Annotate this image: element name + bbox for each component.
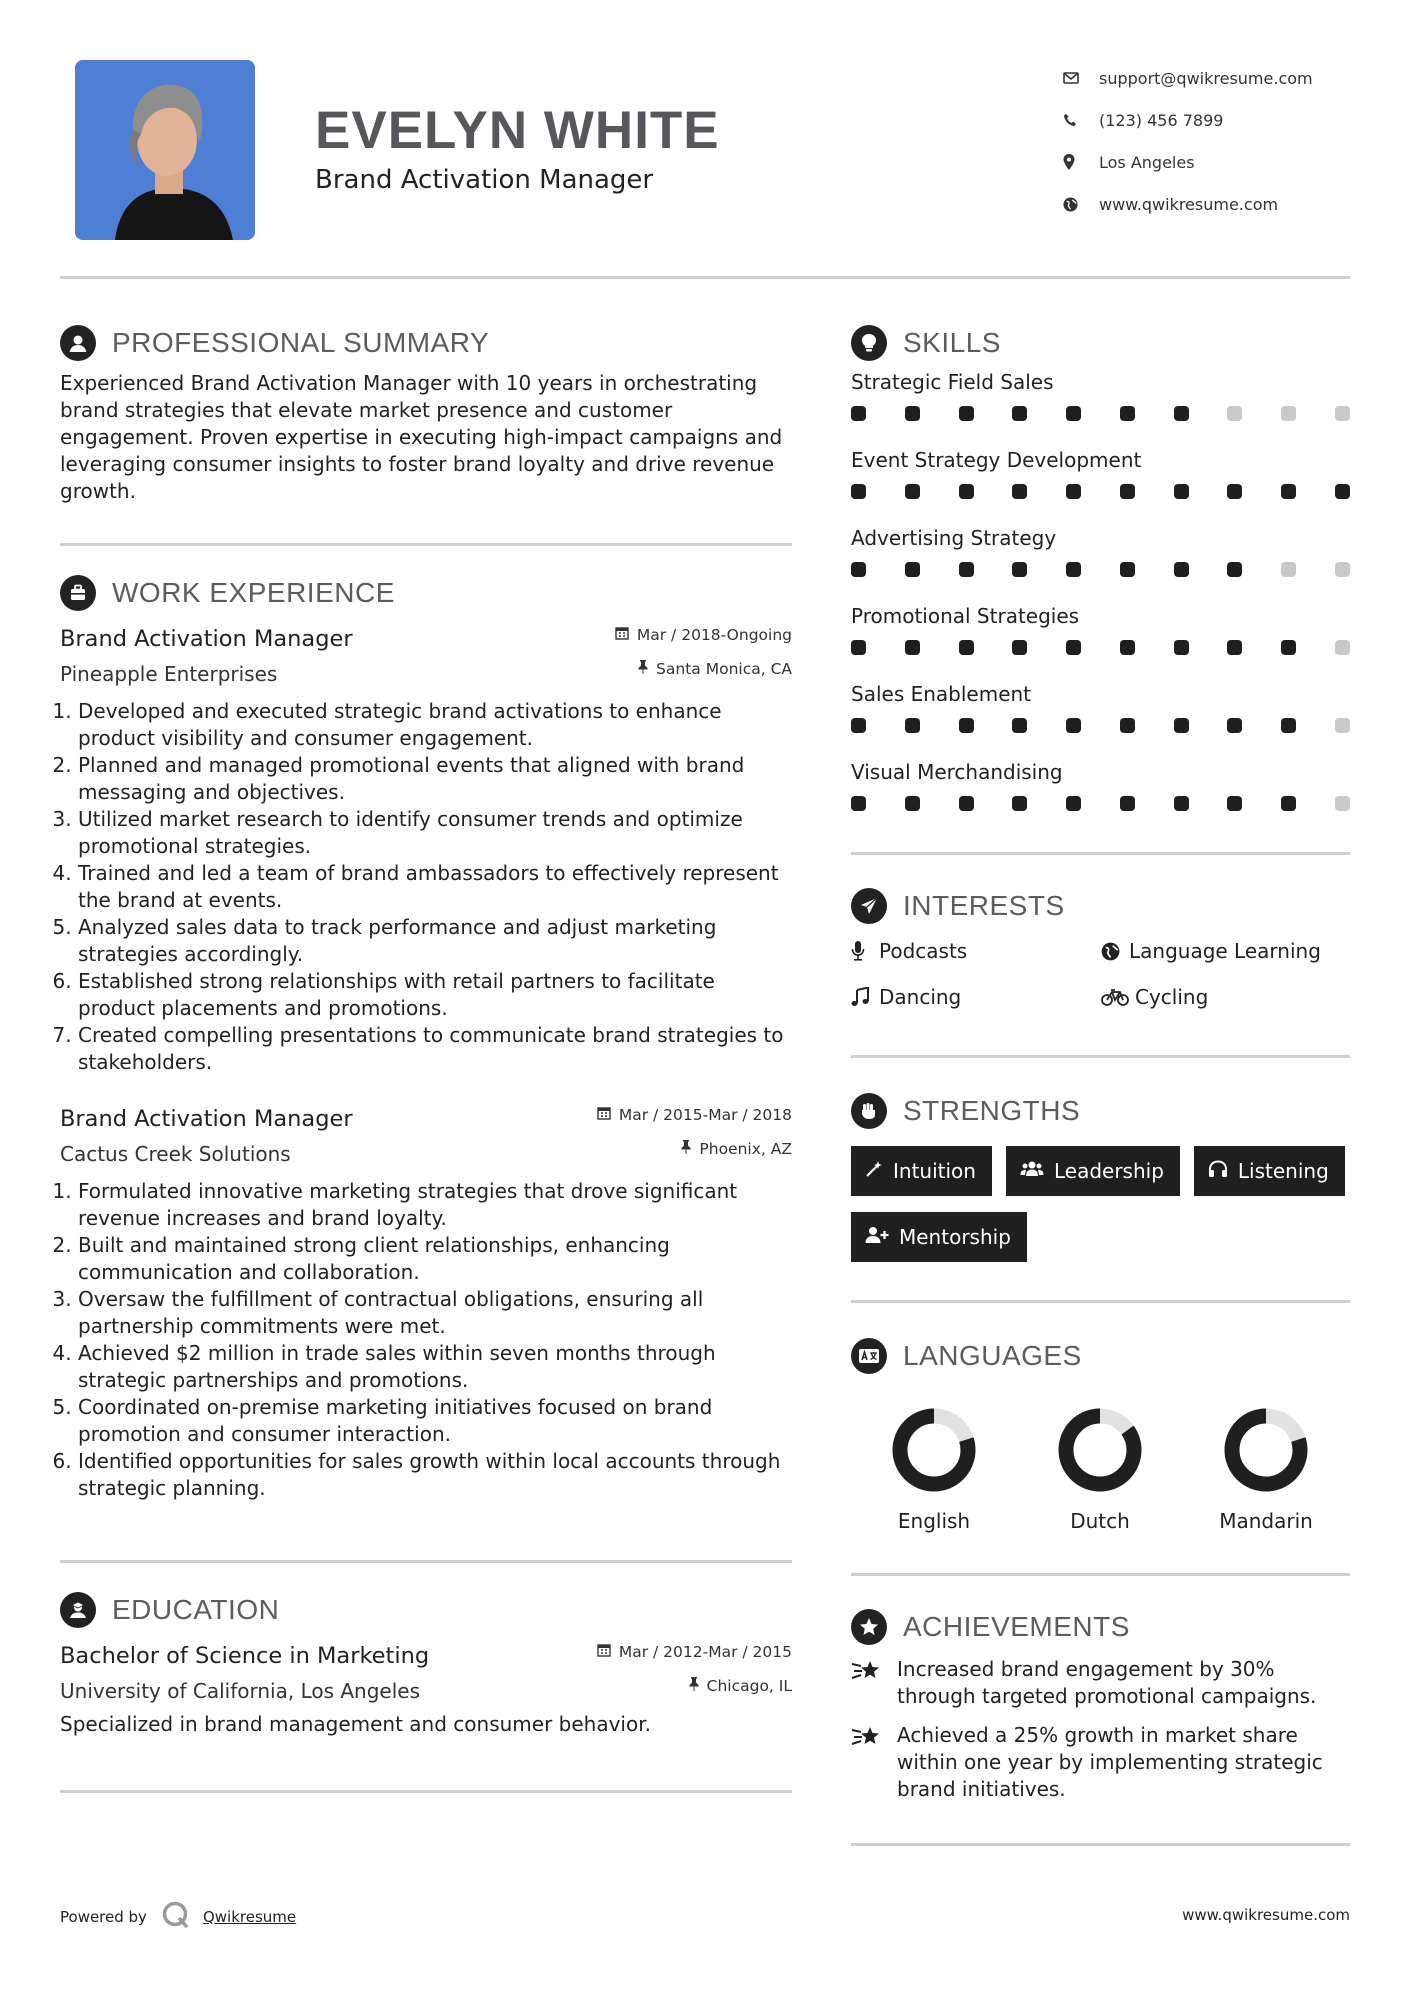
interest-label: Cycling: [1135, 985, 1209, 1009]
skill-name: Visual Merchandising: [851, 760, 1063, 784]
skill-item: [851, 678, 1350, 752]
skill-dot-filled: [1120, 484, 1135, 499]
skill-rating: [851, 710, 1350, 752]
skill-dot-filled: [851, 406, 866, 421]
skill-dot-filled: [1120, 718, 1135, 733]
skill-dot-empty: [1281, 562, 1296, 577]
achievement-text: Increased brand engagement by 30% through targeted promotional campaigns.: [897, 1657, 1317, 1708]
skill-dot-filled: [1281, 796, 1296, 811]
skill-dot-empty: [1227, 406, 1242, 421]
skill-item: [851, 366, 1350, 440]
education-degree: Bachelor of Science in Marketing: [60, 1643, 430, 1669]
job-date: [615, 626, 792, 644]
magic-wand-icon: [865, 1159, 883, 1183]
section-divider: [851, 1843, 1350, 1846]
skill-name: Promotional Strategies: [851, 604, 1080, 628]
languages-list: [851, 1405, 1350, 1533]
skill-dot-filled: [1120, 640, 1135, 655]
skill-dot-filled: [1120, 562, 1135, 577]
skill-name: Sales Enablement: [851, 682, 1032, 706]
section-divider: [60, 1790, 792, 1793]
strengths-heading: [851, 1088, 1350, 1134]
interests-heading: [851, 883, 1350, 929]
skill-name: Event Strategy Development: [851, 448, 1142, 472]
skill-dot-filled: [1227, 796, 1242, 811]
strengths-list: [851, 1146, 1350, 1262]
music-icon: [851, 987, 879, 1007]
skill-rating: [851, 476, 1350, 518]
job-bullets: [60, 1178, 792, 1502]
profile-photo: [75, 60, 255, 240]
contact-website[interactable]: [1063, 183, 1313, 225]
job-bullet: 2. Built and maintained strong client relationships, enhancing communication and collaboration.: [78, 1232, 792, 1286]
skill-dot-filled: [1335, 484, 1350, 499]
skill-dot-filled: [905, 796, 920, 811]
header-divider: [60, 276, 1350, 279]
shooting-star-icon: [851, 1656, 897, 1710]
job-title: Brand Activation Manager: [60, 626, 353, 652]
headphones-icon: [1208, 1159, 1228, 1183]
skill-dot-empty: [1335, 796, 1350, 811]
job-location-text: Santa Monica, CA: [656, 660, 792, 678]
fist-icon: [851, 1093, 887, 1129]
user-circle-icon: [60, 325, 96, 361]
envelope-icon: [1063, 72, 1099, 84]
skill-dot-empty: [1335, 562, 1350, 577]
job-bullet: 1. Developed and executed strategic brand activations to enhance product visibility and consumer engagement.: [78, 698, 792, 752]
skill-dot-empty: [1281, 406, 1296, 421]
microphone-icon: [851, 941, 879, 961]
job-location-text: Phoenix, AZ: [699, 1140, 792, 1158]
contact-phone[interactable]: [1063, 99, 1313, 141]
language-name: Mandarin: [1219, 1509, 1313, 1533]
strength-chip: [1194, 1146, 1345, 1196]
skill-dot-filled: [851, 640, 866, 655]
achievements-heading: [851, 1604, 1350, 1650]
section-divider: [851, 1055, 1350, 1058]
skill-item: [851, 522, 1350, 596]
language-item: [1183, 1405, 1349, 1533]
skill-dot-filled: [959, 484, 974, 499]
section-divider: [851, 1573, 1350, 1576]
skill-rating: [851, 554, 1350, 596]
skill-dot-filled: [1174, 484, 1189, 499]
skill-dot-filled: [1174, 796, 1189, 811]
skill-rating: [851, 788, 1350, 830]
graduation-icon: [60, 1592, 96, 1628]
contact-email-text: support@qwikresume.com: [1099, 68, 1313, 88]
job-bullet: 6. Established strong relationships with retail partners to facilitate product placements and promotions.: [78, 968, 792, 1022]
candidate-role: Brand Activation Manager: [315, 165, 654, 195]
skill-dot-empty: [1335, 640, 1350, 655]
skill-dot-filled: [1012, 484, 1027, 499]
job-entry: [60, 1102, 792, 1502]
skill-dot-filled: [959, 406, 974, 421]
skill-dot-filled: [1227, 718, 1242, 733]
calendar-icon: [615, 626, 629, 644]
footer-url[interactable]: www.qwikresume.com: [1182, 1906, 1350, 1924]
skill-dot-filled: [1012, 718, 1027, 733]
language-icon: [851, 1338, 887, 1374]
job-bullet: 4. Achieved $2 million in trade sales within seven months through strategic partnerships and promotions.: [78, 1340, 792, 1394]
section-divider: [60, 1560, 792, 1563]
education-school: University of California, Los Angeles: [60, 1679, 421, 1703]
skill-dot-filled: [905, 562, 920, 577]
skill-dot-filled: [905, 484, 920, 499]
thumbtack-icon: [681, 1140, 691, 1158]
lightbulb-icon: [851, 325, 887, 361]
skill-dot-filled: [851, 562, 866, 577]
skill-dot-filled: [1227, 484, 1242, 499]
briefcase-icon: [60, 575, 96, 611]
education-location: [689, 1677, 792, 1695]
thumbtack-icon: [689, 1677, 699, 1695]
skill-dot-filled: [959, 640, 974, 655]
skill-dot-filled: [1281, 718, 1296, 733]
phone-icon: [1063, 113, 1099, 127]
skill-dot-filled: [1012, 640, 1027, 655]
education-note: Specialized in brand management and consumer behavior.: [60, 1712, 651, 1736]
skill-dot-filled: [1012, 796, 1027, 811]
contact-website-text: www.qwikresume.com: [1099, 194, 1279, 214]
job-bullet: 7. Created compelling presentations to communicate brand strategies to stakeholders.: [78, 1022, 792, 1076]
language-item: [1017, 1405, 1183, 1533]
skill-dot-filled: [1066, 796, 1081, 811]
job-company: Cactus Creek Solutions: [60, 1142, 291, 1166]
skill-dot-filled: [1066, 484, 1081, 499]
skill-dot-filled: [905, 640, 920, 655]
job-location: [638, 660, 792, 678]
user-plus-icon: [865, 1225, 889, 1249]
skill-item: [851, 600, 1350, 674]
bicycle-icon: [1101, 988, 1135, 1006]
skills-list: [851, 366, 1350, 830]
section-divider: [851, 1300, 1350, 1303]
job-company: Pineapple Enterprises: [60, 662, 278, 686]
skill-dot-filled: [1174, 406, 1189, 421]
education-title: EDUCATION: [112, 1594, 280, 1625]
job-bullet: 1. Formulated innovative marketing strategies that drove significant revenue increases and brand loyalty.: [78, 1178, 792, 1232]
skill-dot-filled: [1066, 406, 1081, 421]
skill-dot-filled: [959, 796, 974, 811]
languages-title: LANGUAGES: [903, 1340, 1082, 1371]
skill-dot-filled: [959, 718, 974, 733]
job-title: Brand Activation Manager: [60, 1106, 353, 1132]
language-proficiency-ring: [889, 1405, 979, 1495]
job-entry: [60, 622, 792, 1076]
contact-phone-text: (123) 456 7899: [1099, 110, 1224, 130]
education-date: [597, 1643, 792, 1661]
interest-item: [1101, 981, 1351, 1013]
star-badge-icon: [851, 1609, 887, 1645]
skill-dot-empty: [1335, 718, 1350, 733]
job-date-text: Mar / 2015-Mar / 2018: [618, 1106, 792, 1124]
skill-dot-filled: [1281, 484, 1296, 499]
contact-location: [1063, 141, 1313, 183]
globe-icon: [1101, 942, 1129, 961]
education-date-text: Mar / 2012-Mar / 2015: [618, 1643, 792, 1661]
job-bullets: [60, 698, 792, 1076]
skill-dot-filled: [959, 562, 974, 577]
skills-heading: [851, 320, 1350, 366]
paper-plane-icon: [851, 888, 887, 924]
skill-dot-filled: [1281, 640, 1296, 655]
skill-dot-filled: [851, 484, 866, 499]
skill-dot-filled: [1066, 718, 1081, 733]
skill-dot-filled: [1066, 562, 1081, 577]
strength-label: Leadership: [1053, 1159, 1164, 1183]
powered-by-label: Powered by: [60, 1908, 147, 1926]
job-bullet: 6. Identified opportunities for sales growth within local accounts through strategic planning.: [78, 1448, 792, 1502]
job-bullet: 5. Coordinated on-premise marketing initiatives focused on brand promotion and consumer interaction.: [78, 1394, 792, 1448]
language-proficiency-ring: [1055, 1405, 1145, 1495]
qwikresume-link[interactable]: Qwikresume: [202, 1908, 297, 1926]
users-icon: [1020, 1159, 1044, 1183]
interest-item: [851, 981, 1101, 1013]
strength-chip: [1006, 1146, 1180, 1196]
work-heading: [60, 570, 792, 616]
calendar-icon: [597, 1106, 611, 1124]
skill-name: Advertising Strategy: [851, 526, 1057, 550]
section-divider: [60, 543, 792, 546]
job-date-text: Mar / 2018-Ongoing: [636, 626, 792, 644]
interest-item: [851, 935, 1101, 967]
skill-dot-filled: [905, 718, 920, 733]
map-pin-icon: [1063, 154, 1099, 170]
skill-dot-empty: [1335, 406, 1350, 421]
languages-heading: [851, 1333, 1350, 1379]
strength-chip: [851, 1212, 1027, 1262]
skill-item: [851, 444, 1350, 518]
strengths-title: STRENGTHS: [903, 1095, 1081, 1126]
job-bullet: 5. Analyzed sales data to track performance and adjust marketing strategies accordingly.: [78, 914, 792, 968]
thumbtack-icon: [638, 660, 648, 678]
skill-item: [851, 756, 1350, 830]
achievements-title: ACHIEVEMENTS: [903, 1611, 1130, 1642]
skill-dot-filled: [1012, 406, 1027, 421]
job-bullet: 3. Oversaw the fulfillment of contractual obligations, ensuring all partnership commitments were met.: [78, 1286, 792, 1340]
skill-dot-filled: [851, 796, 866, 811]
job-bullet: 4. Trained and led a team of brand ambassadors to effectively represent the brand at events.: [78, 860, 792, 914]
skill-dot-filled: [1227, 640, 1242, 655]
footer-powered-by: [60, 1900, 296, 1934]
contact-location-text: Los Angeles: [1099, 152, 1195, 172]
qwikresume-logo-icon: [161, 1900, 191, 1934]
skill-dot-filled: [905, 406, 920, 421]
education-entry: [60, 1639, 792, 1738]
job-location: [681, 1140, 792, 1158]
skill-rating: [851, 398, 1350, 440]
interest-label: Podcasts: [879, 939, 968, 963]
skill-dot-filled: [1120, 796, 1135, 811]
education-heading: [60, 1587, 792, 1633]
skill-dot-filled: [1066, 640, 1081, 655]
globe-icon: [1063, 197, 1099, 212]
interest-label: Dancing: [879, 985, 962, 1009]
strength-label: Mentorship: [899, 1225, 1011, 1249]
interest-label: Language Learning: [1129, 939, 1321, 963]
section-divider: [851, 852, 1350, 855]
interest-item: [1101, 935, 1351, 967]
language-proficiency-ring: [1221, 1405, 1311, 1495]
skill-dot-filled: [1174, 640, 1189, 655]
calendar-icon: [597, 1643, 611, 1661]
skill-dot-filled: [851, 718, 866, 733]
skill-dot-filled: [1120, 406, 1135, 421]
skill-dot-filled: [1174, 562, 1189, 577]
language-name: Dutch: [1070, 1509, 1130, 1533]
strength-label: Intuition: [893, 1159, 976, 1183]
summary-title: PROFESSIONAL SUMMARY: [112, 327, 490, 358]
skills-title: SKILLS: [903, 327, 1001, 358]
interests-list: [851, 935, 1350, 1013]
interests-title: INTERESTS: [903, 890, 1065, 921]
contact-list: [1063, 57, 1313, 225]
language-item: [851, 1405, 1017, 1533]
education-location-text: Chicago, IL: [706, 1677, 792, 1695]
summary-heading: [60, 320, 792, 366]
strength-label: Listening: [1237, 1159, 1329, 1183]
contact-email[interactable]: [1063, 57, 1313, 99]
skill-rating: [851, 632, 1350, 674]
job-bullet: 2. Planned and managed promotional events that aligned with brand messaging and objectives.: [78, 752, 792, 806]
job-date: [597, 1106, 792, 1124]
achievement-text: Achieved a 25% growth in market share within one year by implementing strategic brand initiatives.: [897, 1723, 1323, 1801]
skill-dot-filled: [1227, 562, 1242, 577]
skill-dot-filled: [1012, 562, 1027, 577]
work-title: WORK EXPERIENCE: [112, 577, 395, 608]
language-name: English: [897, 1509, 971, 1533]
achievement-item: [851, 1656, 1350, 1710]
achievement-item: [851, 1722, 1350, 1803]
skill-name: Strategic Field Sales: [851, 370, 1054, 394]
strength-chip: [851, 1146, 992, 1196]
right-column: [851, 320, 1350, 1846]
job-bullet: 3. Utilized market research to identify consumer trends and optimize promotional strategies.: [78, 806, 792, 860]
skill-dot-filled: [1174, 718, 1189, 733]
shooting-star-icon: [851, 1722, 897, 1803]
candidate-name: EVELYN WHITE: [315, 101, 720, 160]
summary-text: Experienced Brand Activation Manager with 10 years in orchestrating brand strategies that elevate market presence and customer engagement. Proven expertise in executing high-impact campaigns and leveraging consumer insights to foster brand loyalty and drive revenue growth.: [60, 371, 783, 503]
left-column: [60, 320, 792, 1793]
